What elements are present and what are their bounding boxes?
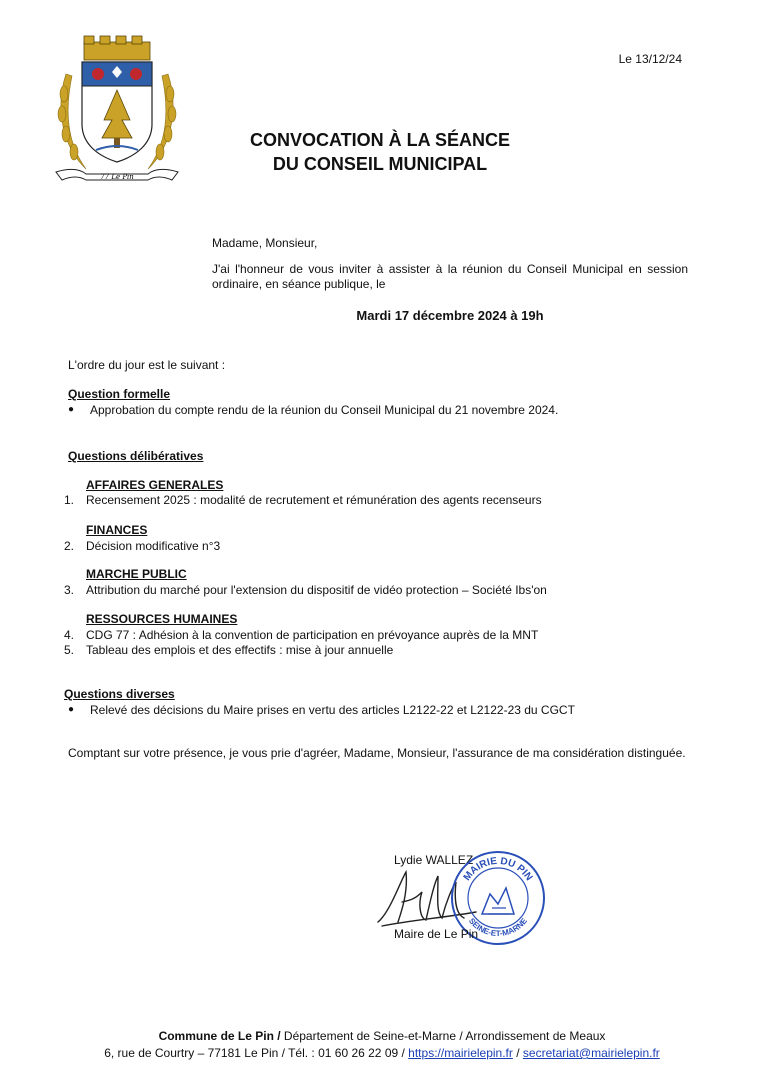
item-number: 1.	[64, 493, 75, 507]
stamp-top-text: MAIRIE DU PIN	[461, 855, 535, 883]
agenda-intro: L'ordre du jour est le suivant :	[68, 358, 226, 372]
crest-motto: 77 Le Pin	[100, 173, 134, 181]
agenda-item: CDG 77 : Adhésion à la convention de participation en prévoyance auprès de la MNT	[86, 628, 539, 642]
document-date: Le 13/12/24	[618, 52, 682, 66]
footer-separator: /	[512, 1046, 523, 1060]
section-affaires-generales: AFFAIRES GENERALES	[86, 478, 224, 492]
footer-address: 6, rue de Courtry – 77181 Le Pin / Tél. : 01 60 26 22 09 /	[104, 1046, 409, 1060]
agenda-item: Attribution du marché pour l'extension du dispositif de vidéo protection – Société Ibs'on	[86, 583, 547, 597]
section-finances: FINANCES	[86, 523, 148, 537]
item-number: 3.	[64, 583, 75, 597]
footer-departement: Département de Seine-et-Marne / Arrondissement de Meaux	[280, 1029, 606, 1043]
title-line-2: DU CONSEIL MUNICIPAL	[272, 154, 488, 174]
stamp-bottom-text: SEINE-ET-MARNE	[467, 916, 529, 939]
closing-paragraph: Comptant sur votre présence, je vous prie d'agréer, Madame, Monsieur, l'assurance de ma considération distinguée.	[68, 746, 686, 760]
meeting-date: Mardi 17 décembre 2024 à 19h	[356, 308, 544, 323]
bullet-icon: ●	[68, 404, 75, 415]
footer-commune: Commune de Le Pin /	[158, 1029, 281, 1043]
formal-question-heading: Question formelle	[68, 387, 171, 401]
footer-line-1	[0, 1029, 764, 1043]
agenda-item: Décision modificative n°3	[86, 539, 221, 553]
item-number: 2.	[64, 539, 75, 553]
deliberative-questions-heading: Questions délibératives	[68, 449, 204, 463]
misc-questions-heading: Questions diverses	[64, 687, 175, 701]
salutation: Madame, Monsieur,	[212, 236, 318, 250]
signer-title: Maire de Le Pin	[394, 927, 479, 941]
intro-paragraph: J'ai l'honneur de vous inviter à assister à la réunion du Conseil Municipal en session ordinaire, en séance publique, le	[212, 262, 688, 291]
website-link[interactable]: https://mairielepin.fr	[408, 1046, 513, 1060]
misc-question-item: Relevé des décisions du Maire prises en vertu des articles L2122-22 et L2122-23 du CGCT	[90, 703, 575, 717]
email-link[interactable]: secretariat@mairielepin.fr	[522, 1046, 660, 1060]
item-number: 5.	[64, 643, 75, 657]
document-title	[140, 128, 620, 176]
bullet-icon: ●	[68, 704, 75, 715]
title-line-1: CONVOCATION À LA SÉANCE	[249, 130, 510, 150]
item-number: 4.	[64, 628, 75, 642]
agenda-item: Tableau des emplois et des effectifs : mise à jour annuelle	[86, 643, 394, 657]
footer-line-2	[0, 1046, 764, 1060]
signer-name: Lydie WALLEZ	[394, 853, 474, 867]
section-ressources-humaines: RESSOURCES HUMAINES	[86, 612, 238, 626]
agenda-item: Recensement 2025 : modalité de recrutement et rémunération des agents recenseurs	[86, 493, 542, 507]
section-marche-public: MARCHE PUBLIC	[86, 567, 187, 581]
formal-question-item: Approbation du compte rendu de la réunion du Conseil Municipal du 21 novembre 2024.	[90, 403, 559, 417]
